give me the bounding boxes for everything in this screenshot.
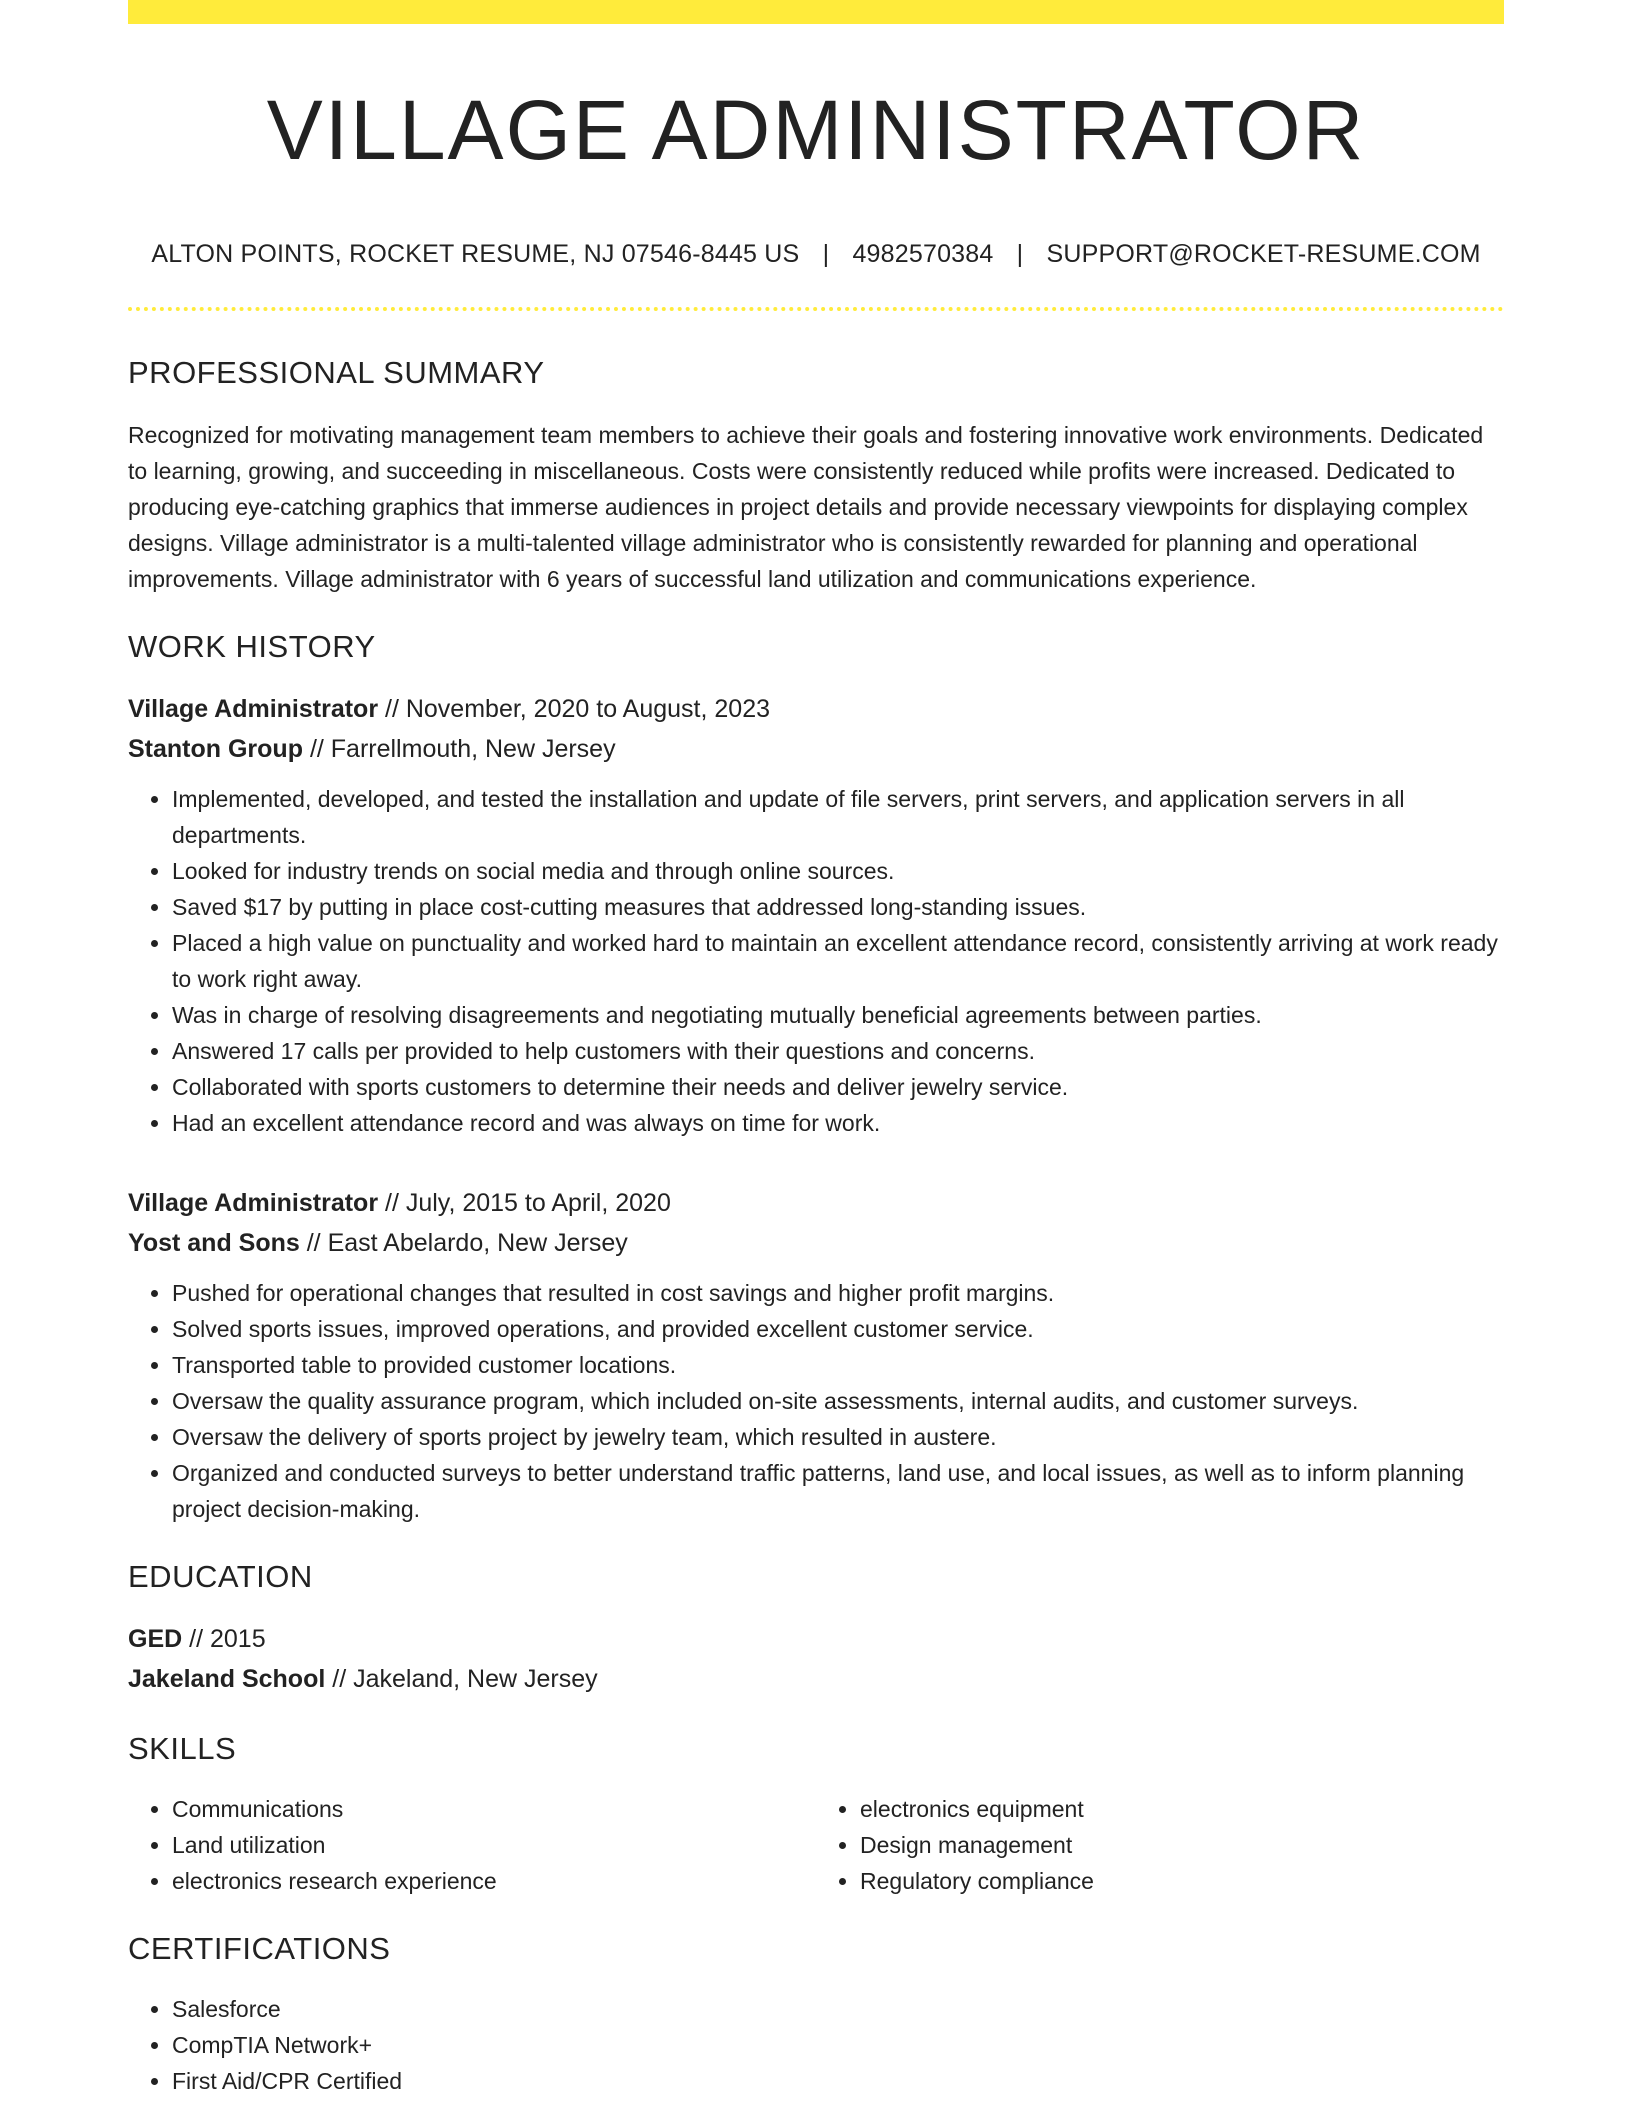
job-bullets xyxy=(128,1275,1504,1527)
certifications-heading: CERTIFICATIONS xyxy=(128,1931,391,1967)
resume-page xyxy=(128,0,1504,2099)
contact-separator: | xyxy=(822,240,830,269)
list-item: • Answered 17 calls per provided to help customers with their questions and concerns. xyxy=(172,1033,1504,1069)
list-item: • Pushed for operational changes that resulted in cost savings and higher profit margins. xyxy=(172,1275,1504,1311)
list-item: • Salesforce xyxy=(172,1991,1504,2027)
list-item: • electronics equipment xyxy=(860,1791,1504,1827)
job-company: Stanton Group xyxy=(128,735,303,764)
resume-name: VILLAGE ADMINISTRATOR xyxy=(266,83,1366,177)
job-company-line xyxy=(128,729,1504,769)
job-role-line xyxy=(128,689,1504,729)
job-location: // Farrellmouth, New Jersey xyxy=(309,735,616,764)
list-item: • Transported table to provided customer locations. xyxy=(172,1347,1504,1383)
contact-line xyxy=(128,240,1504,269)
education-heading: EDUCATION xyxy=(128,1559,313,1595)
skills-heading: SKILLS xyxy=(128,1731,237,1767)
education-school: Jakeland School xyxy=(128,1665,326,1694)
list-item: • Solved sports issues, improved operations, and provided excellent customer service. xyxy=(172,1311,1504,1347)
education-location: // Jakeland, New Jersey xyxy=(332,1665,598,1694)
education-degree: GED xyxy=(128,1625,183,1654)
list-item: • Regulatory compliance xyxy=(860,1863,1504,1899)
education-year: // 2015 xyxy=(189,1625,266,1654)
job-dates: // November, 2020 to August, 2023 xyxy=(385,695,771,724)
list-item: • Land utilization xyxy=(172,1827,816,1863)
list-item: • Had an excellent attendance record and was always on time for work. xyxy=(172,1105,1504,1141)
certifications-list xyxy=(128,1991,1504,2099)
education-degree-line xyxy=(128,1619,1504,1659)
job-location: // East Abelardo, New Jersey xyxy=(306,1229,628,1258)
job-role: Village Administrator xyxy=(128,1189,379,1218)
summary-text: Recognized for motivating management team members to achieve their goals and fostering innovative work environments. Dedicated to learning, growing, and succeeding in miscellaneous. Costs were consistently reduced while profits were increased. Dedicated to producing eye-catching graphics that immerse audiences in project details and provide necessary viewpoints for displaying complex designs. Village administrator is a multi-talented village administrator who is consistently rewarded for planning and operational improvements. Village administrator with 6 years of successful land utilization and communications experience. xyxy=(128,422,1484,593)
list-item: • Communications xyxy=(172,1791,816,1827)
job-bullets xyxy=(128,781,1504,1141)
job-entry xyxy=(128,689,1504,1141)
job-role-line xyxy=(128,1183,1504,1223)
dotted-divider xyxy=(128,307,1504,311)
list-item: • Design management xyxy=(860,1827,1504,1863)
summary-heading: PROFESSIONAL SUMMARY xyxy=(128,355,545,391)
list-item: • Collaborated with sports customers to determine their needs and deliver jewelry service. xyxy=(172,1069,1504,1105)
contact-phone: 4982570384 xyxy=(852,240,994,269)
list-item: • Implemented, developed, and tested the installation and update of file servers, print servers, and application servers in all departments. xyxy=(172,781,1504,853)
accent-bar xyxy=(128,0,1504,24)
job-company-line xyxy=(128,1223,1504,1263)
work-history-heading: WORK HISTORY xyxy=(128,629,376,665)
list-item: • Was in charge of resolving disagreements and negotiating mutually beneficial agreements between parties. xyxy=(172,997,1504,1033)
contact-address: ALTON POINTS, ROCKET RESUME, NJ 07546-8445 US xyxy=(151,240,800,269)
job-role: Village Administrator xyxy=(128,695,379,724)
list-item: • Saved $17 by putting in place cost-cutting measures that addressed long-standing issues. xyxy=(172,889,1504,925)
contact-email: SUPPORT@ROCKET-RESUME.COM xyxy=(1046,240,1481,269)
list-item: • electronics research experience xyxy=(172,1863,816,1899)
job-dates: // July, 2015 to April, 2020 xyxy=(385,1189,671,1218)
list-item: • Oversaw the quality assurance program, which included on-site assessments, internal audits, and customer surveys. xyxy=(172,1383,1504,1419)
list-item: • CompTIA Network+ xyxy=(172,2027,1504,2063)
list-item: • Placed a high value on punctuality and worked hard to maintain an excellent attendance record, consistently arriving at work ready to work right away. xyxy=(172,925,1504,997)
education-entry xyxy=(128,1619,1504,1699)
job-company: Yost and Sons xyxy=(128,1229,300,1258)
skills-grid xyxy=(128,1791,1504,1899)
skills-list-left xyxy=(128,1791,816,1899)
contact-separator: | xyxy=(1016,240,1024,269)
education-school-line xyxy=(128,1659,1504,1699)
list-item: • Organized and conducted surveys to better understand traffic patterns, land use, and local issues, as well as to inform planning project decision-making. xyxy=(172,1455,1504,1527)
list-item: • Looked for industry trends on social media and through online sources. xyxy=(172,853,1504,889)
list-item: • First Aid/CPR Certified xyxy=(172,2063,1504,2099)
list-item: • Oversaw the delivery of sports project by jewelry team, which resulted in austere. xyxy=(172,1419,1504,1455)
job-entry xyxy=(128,1183,1504,1527)
skills-list-right xyxy=(816,1791,1504,1899)
